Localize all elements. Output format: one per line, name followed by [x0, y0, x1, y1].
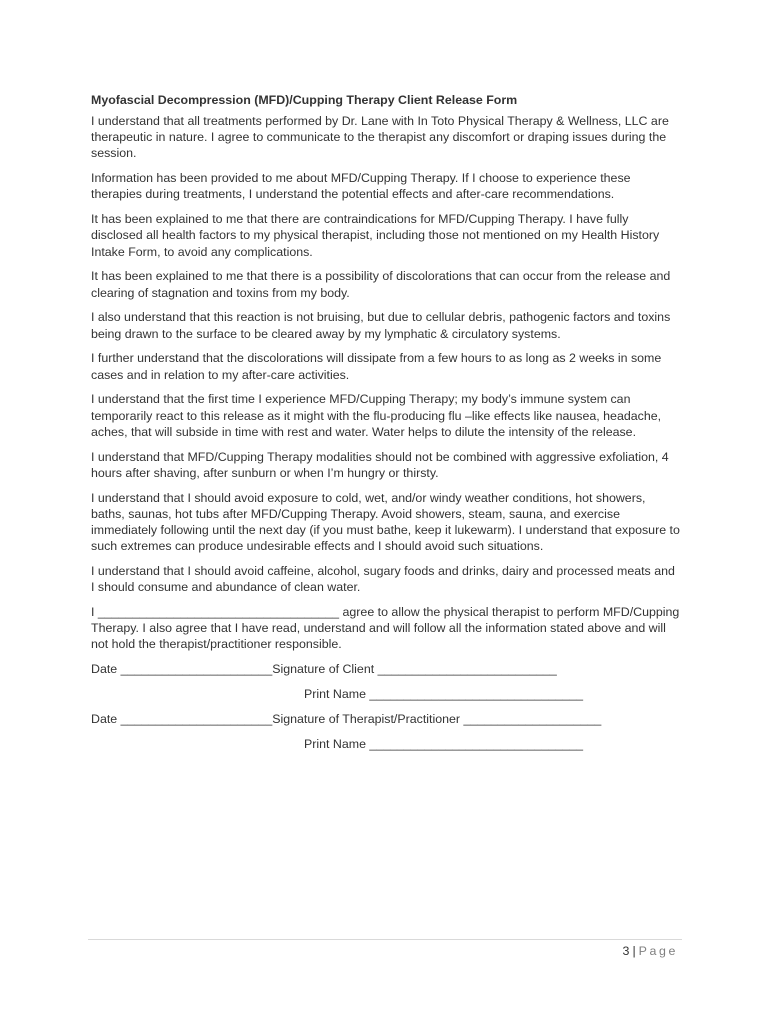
therapist-signature-line[interactable]: Date ______________________Signature of Therapist/Practitioner ____________________: [91, 712, 602, 727]
paragraph-not-bruising: I also understand that this reaction is not bruising, but due to cellular debris, pathogenic factors and toxins being drawn to the surface to be cleared away by my lymphatic & circulatory systems.: [91, 310, 671, 341]
therapist-print-name-line[interactable]: Print Name _______________________________: [304, 737, 584, 752]
client-signature-line[interactable]: Date ______________________Signature of Client __________________________: [91, 662, 557, 677]
page-label: Page: [638, 944, 678, 958]
paragraph-immune-reaction: I understand that the first time I experience MFD/Cupping Therapy; my body’s immune system can temporarily react to this release as it might with the flu-producing flu –like effects like nausea, headache, aches, that will subside in time with rest and water. Water helps to dilute the intensity of the release.: [91, 392, 662, 439]
paragraph-dissipation: I further understand that the discolorations will dissipate from a few hours to as long as 2 weeks in some cases and in relation to my after-care activities.: [91, 351, 662, 382]
paragraph-contraindications: It has been explained to me that there are contraindications for MFD/Cupping Therapy. I have fully disclosed all health factors to my physical therapist, including those not mentioned on my Health History Intake Form, to avoid any complications.: [91, 212, 660, 259]
page-separator: |: [632, 944, 636, 958]
page-footer: [623, 943, 678, 959]
form-title: Myofascial Decompression (MFD)/Cupping Therapy Client Release Form: [91, 93, 518, 107]
document-body: [91, 92, 681, 761]
paragraph-information-provided: Information has been provided to me about MFD/Cupping Therapy. If I choose to experience these therapies during treatments, I understand the potential effects and after-care recommendations.: [91, 171, 631, 202]
paragraph-discolorations: It has been explained to me that there is a possibility of discolorations that can occur from the release and clearing of stagnation and toxins from my body.: [91, 269, 671, 300]
paragraph-modalities: I understand that MFD/Cupping Therapy modalities should not be combined with aggressive exfoliation, 4 hours after shaving, after sunburn or when I’m hungry or thirsty.: [91, 449, 669, 480]
paragraph-avoid-exposure: I understand that I should avoid exposure to cold, wet, and/or windy weather conditions, hot showers, baths, saunas, hot tubs after MFD/Cupping Therapy. Avoid showers, steam, sauna, and exercise immediately following until the next day (if you must bathe, keep it lukewarm). I understand that exposure to such extremes can produce undesirable effects and I should avoid such situations.: [91, 490, 680, 554]
paragraph-diet: I understand that I should avoid caffeine, alcohol, sugary foods and drinks, dairy and processed meats and I should consume and abundance of clean water.: [91, 564, 675, 595]
client-print-name-line[interactable]: Print Name _______________________________: [304, 687, 584, 702]
footer-divider: [88, 939, 682, 940]
paragraph-treatment-consent: I understand that all treatments performed by Dr. Lane with In Toto Physical Therapy & Wellness, LLC are therapeutic in nature. I agree to communicate to the therapist any discomfort or draping issues during the session.: [91, 114, 669, 161]
paragraph-agreement: I ___________________________________ agree to allow the physical therapist to perform MFD/Cupping Therapy. I also agree that I have read, understand and will follow all the information stated above and will not hold the therapist/practitioner responsible.: [91, 605, 680, 652]
page-number: 3: [622, 944, 630, 958]
